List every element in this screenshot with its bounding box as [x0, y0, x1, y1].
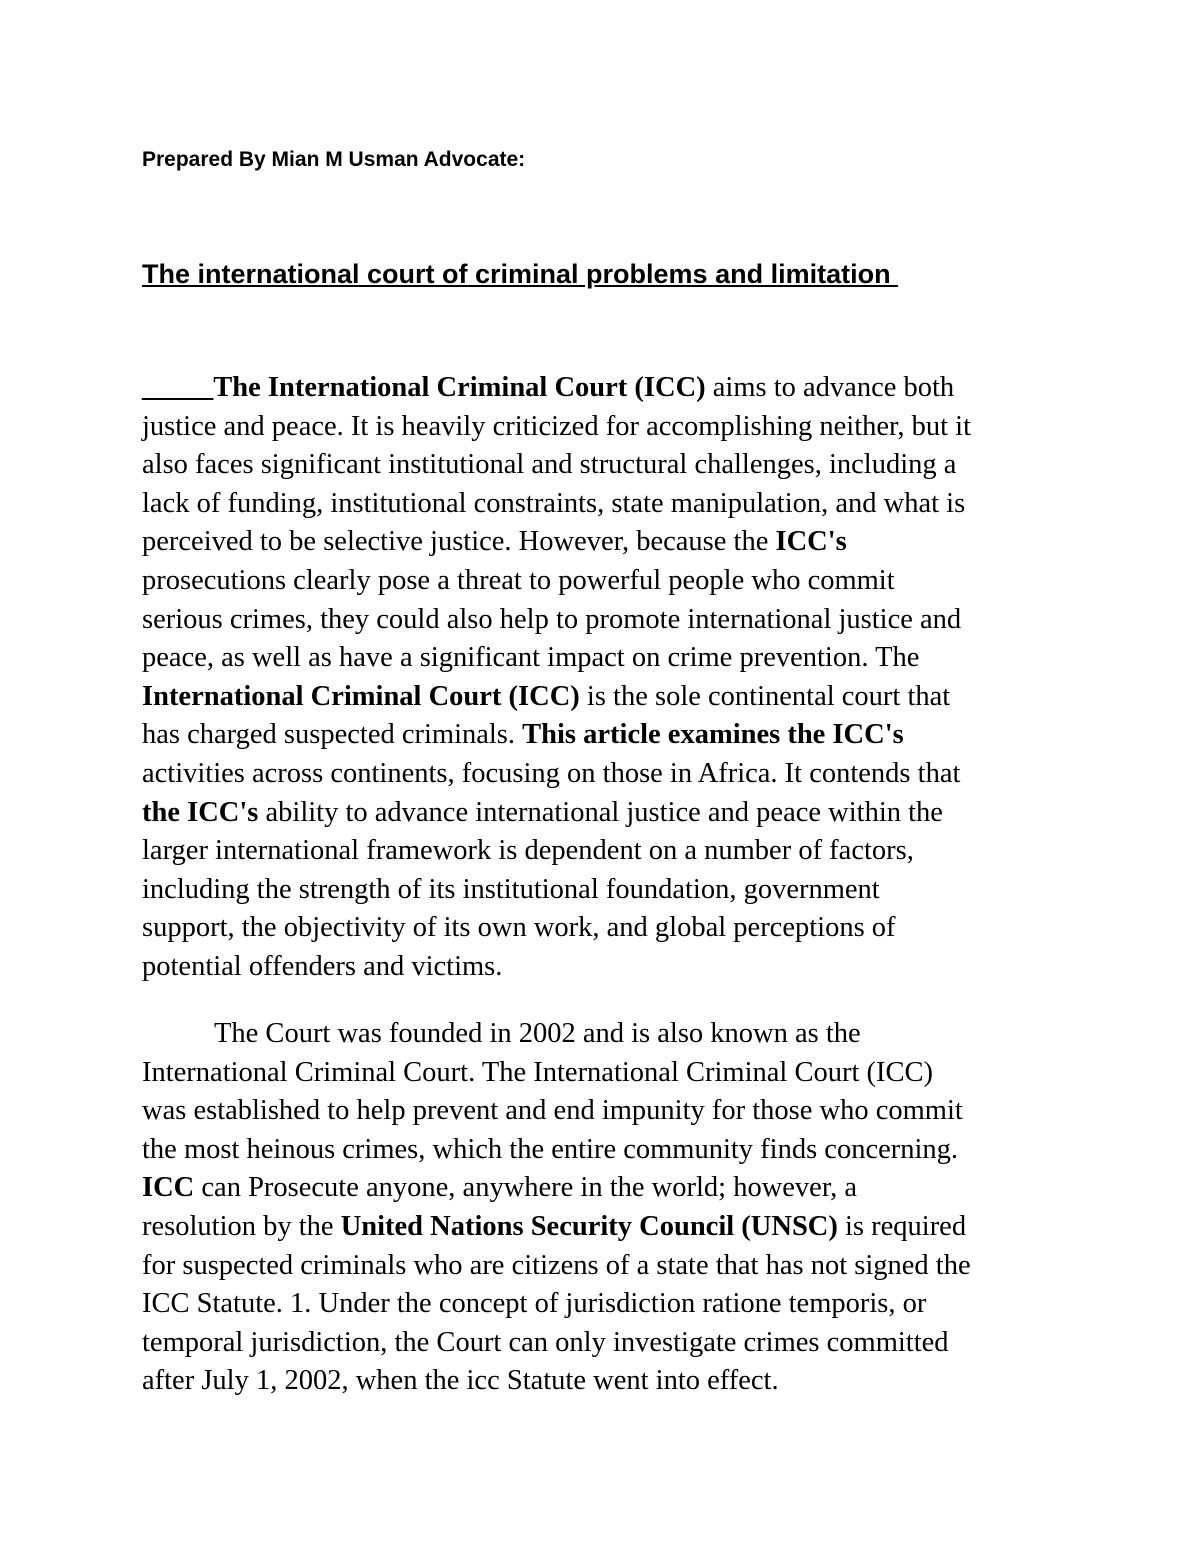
text-segment: activities across continents, focusing on those in Africa. It contends that: [142, 757, 961, 789]
text-segment: lack of funding, institutional constraints, state manipulation, and what is: [142, 487, 966, 519]
text-line: [142, 1131, 1067, 1170]
bold-text-segment: International Criminal Court (ICC): [142, 680, 580, 712]
paragraph-1: [142, 369, 1067, 987]
text-line: [142, 639, 1067, 678]
text-line: [142, 1208, 1067, 1247]
text-line: [142, 794, 1067, 833]
text-segment: aims to advance both: [705, 372, 955, 403]
paragraph-2: [142, 1015, 1067, 1401]
text-line: [142, 523, 1067, 562]
text-segment: can Prosecute anyone, anywhere in the world; however, a: [194, 1172, 858, 1204]
text-segment: potential offenders and victims.: [142, 950, 503, 982]
bold-text-segment: United Nations Security Council (UNSC): [340, 1210, 838, 1242]
text-line: [142, 1092, 1067, 1131]
text-line: [142, 1362, 1067, 1401]
text-line: [142, 1169, 1067, 1208]
bold-text-segment: This article examines the ICC's: [522, 719, 904, 751]
text-segment: for suspected criminals who are citizens of a state that has not signed the: [142, 1249, 971, 1281]
text-line: [142, 678, 1067, 717]
text-line: [142, 446, 1067, 485]
text-segment: the most heinous crimes, which the entire community finds concerning.: [142, 1133, 959, 1165]
text-segment: support, the objectivity of its own work, and global perceptions of: [142, 912, 896, 944]
text-segment: The Court was founded in 2002 and is also known as the: [214, 1018, 861, 1049]
text-segment: resolution by the: [142, 1210, 341, 1242]
text-segment: has charged suspected criminals.: [142, 719, 523, 751]
document-title: The international court of criminal problems and limitation: [142, 259, 899, 289]
text-segment: International Criminal Court. The International Criminal Court (ICC): [142, 1056, 933, 1088]
bold-text-segment: ICC's: [775, 526, 847, 558]
text-line: [142, 1285, 1067, 1324]
text-line: [142, 408, 1067, 447]
text-line: [142, 755, 1067, 794]
text-segment: temporal jurisdiction, the Court can only investigate crimes committed: [142, 1326, 949, 1358]
text-segment: is required: [837, 1210, 967, 1242]
author-line: Prepared By Mian M Usman Advocate:: [142, 148, 526, 171]
text-segment: serious crimes, they could also help to promote international justice and: [142, 603, 962, 635]
text-segment: perceived to be selective justice. However, because the: [142, 526, 776, 558]
bold-text-segment: the ICC's: [142, 796, 259, 828]
text-segment: peace, as well as have a significant impact on crime prevention. The: [142, 642, 920, 674]
text-segment: also faces significant institutional and structural challenges, including a: [142, 449, 957, 481]
text-line: [142, 562, 1067, 601]
text-segment: was established to help prevent and end impunity for those who commit: [142, 1095, 963, 1127]
text-line: [142, 369, 1067, 408]
text-segment: justice and peace. It is heavily criticized for accomplishing neither, but it: [142, 410, 972, 442]
text-line: [142, 871, 1067, 910]
text-line: [142, 485, 1067, 524]
text-line: [142, 716, 1067, 755]
text-segment: prosecutions clearly pose a threat to powerful people who commit: [142, 564, 895, 596]
text-segment: after July 1, 2002, when the icc Statute went into effect.: [142, 1365, 779, 1397]
text-line: [142, 832, 1067, 871]
text-segment: larger international framework is dependent on a number of factors,: [142, 835, 914, 867]
bold-text-segment: _____The International Criminal Court (ICC): [142, 372, 706, 403]
bold-text-segment: ICC: [142, 1172, 195, 1204]
text-segment: including the strength of its institutional foundation, government: [142, 873, 880, 905]
text-line: [142, 601, 1067, 640]
text-line: [142, 909, 1067, 948]
text-segment: is the sole continental court that: [579, 680, 951, 712]
text-segment: ICC Statute. 1. Under the concept of jurisdiction ratione temporis, or: [142, 1288, 927, 1320]
text-line: [142, 948, 1067, 987]
text-line: [142, 1247, 1067, 1286]
text-segment: ability to advance international justice and peace within the: [258, 796, 943, 828]
text-line: [142, 1015, 1067, 1054]
text-line: [142, 1324, 1067, 1363]
text-line: [142, 1054, 1067, 1093]
